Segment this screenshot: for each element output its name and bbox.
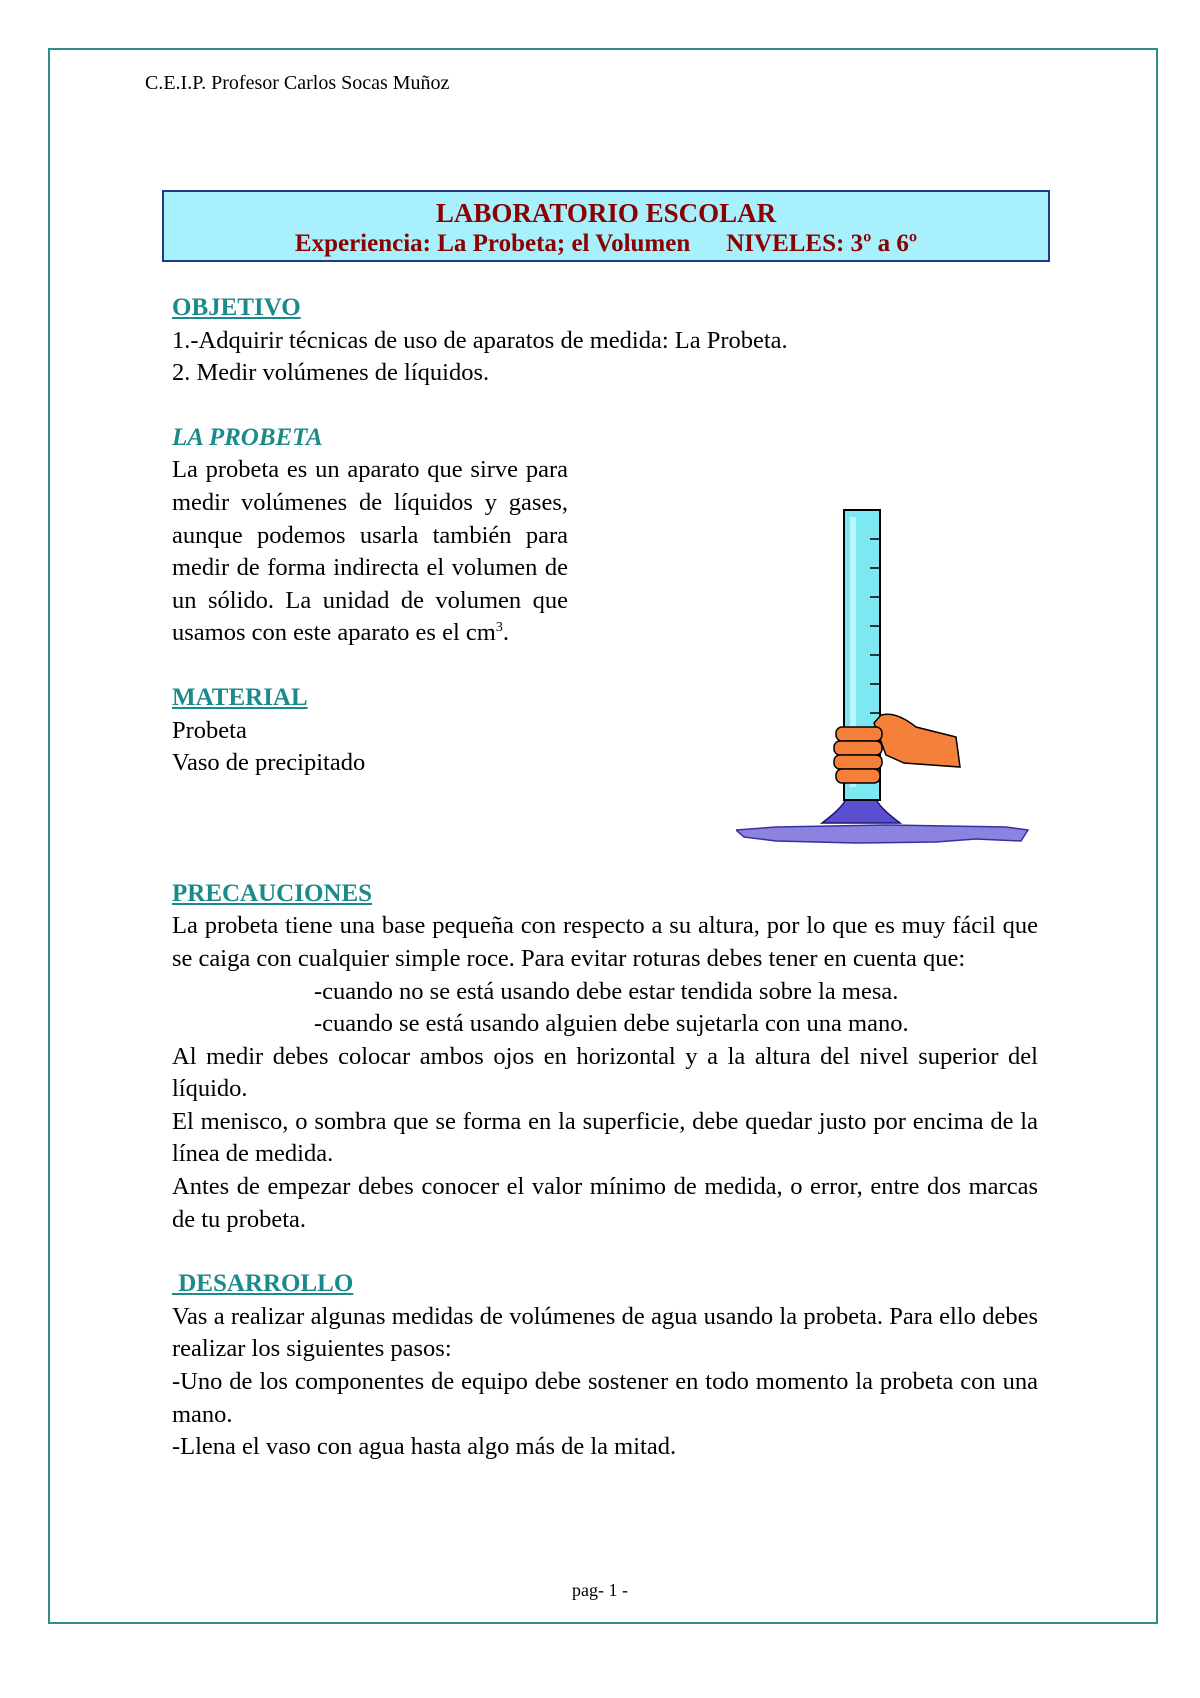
precauciones-bullet-2: -cuando se está usando alguien debe sujetarla con una mano.: [314, 1010, 909, 1038]
objetivo-heading: OBJETIVO: [172, 294, 301, 321]
title-line: LABORATORIO ESCOLAR: [435, 198, 777, 228]
graduated-cylinder-icon: [736, 505, 1036, 865]
desarrollo-p1: Vas a realizar algunas medidas de volúmenes de agua usando la probeta. Para ello debes realizar los siguientes pasos:: [172, 1302, 1038, 1363]
experiencia-label: Experiencia: La Probeta; el Volumen: [294, 230, 691, 257]
material-item-1: Probeta: [172, 716, 247, 744]
table-surface: [736, 825, 1028, 843]
precauciones-heading: PRECAUCIONES: [172, 879, 373, 907]
probeta-text: [172, 454, 568, 650]
probeta-description: La probeta es un aparato que sirve para medir volúmenes de líquidos y gases, aunque podemos usarla también para medir de forma indirecta el volumen de un sólido. La unidad de volumen que usamos con este aparato es el cm: [172, 456, 568, 647]
subtitle-line: [164, 228, 1048, 260]
desarrollo-p3: -Llena el vaso con agua hasta algo más de la mitad.: [172, 1433, 677, 1461]
objetivo-item-1: 1.-Adquirir técnicas de uso de aparatos de medida: La Probeta.: [172, 326, 788, 354]
page-number: pag- 1 -: [572, 1580, 628, 1600]
probeta-heading: LA PROBETA: [172, 423, 323, 451]
precauciones-p3: El menisco, o sombra que se forma en la superficie, debe quedar justo por encima de la línea de medida.: [172, 1107, 1038, 1168]
unit-exponent: 3: [495, 620, 503, 636]
precauciones-p2: Al medir debes colocar ambos ojos en horizontal y a la altura del nivel superior del líquido.: [172, 1042, 1038, 1103]
precauciones-bullet-1: -cuando no se está usando debe estar tendida sobre la mesa.: [314, 977, 899, 1005]
material-item-2: Vaso de precipitado: [172, 749, 366, 777]
school-header: C.E.I.P. Profesor Carlos Socas Muñoz: [145, 72, 450, 94]
objetivo-item-2: 2. Medir volúmenes de líquidos.: [172, 359, 490, 387]
precauciones-p1: La probeta tiene una base pequeña con respecto a su altura, por lo que es muy fácil que se caiga con cualquier simple roce. Para evitar roturas debes tener en cuenta que:: [172, 912, 1038, 972]
niveles-label: NIVELES: 3º a 6º: [726, 230, 918, 257]
hand-fingers: [834, 727, 882, 783]
hand-arm: [874, 714, 960, 767]
desarrollo-p2: -Uno de los componentes de equipo debe sostener en todo momento la probeta con una mano.: [172, 1368, 1038, 1428]
material-heading: MATERIAL: [172, 683, 308, 711]
title-box: [162, 190, 1050, 262]
document-body: [172, 292, 1038, 1464]
probeta-text-end: .: [502, 619, 509, 647]
precauciones-p4: Antes de empezar debes conocer el valor mínimo de medida, o error, entre dos marcas de tu probeta.: [172, 1173, 1038, 1233]
desarrollo-heading: DESARROLLO: [172, 1270, 354, 1298]
